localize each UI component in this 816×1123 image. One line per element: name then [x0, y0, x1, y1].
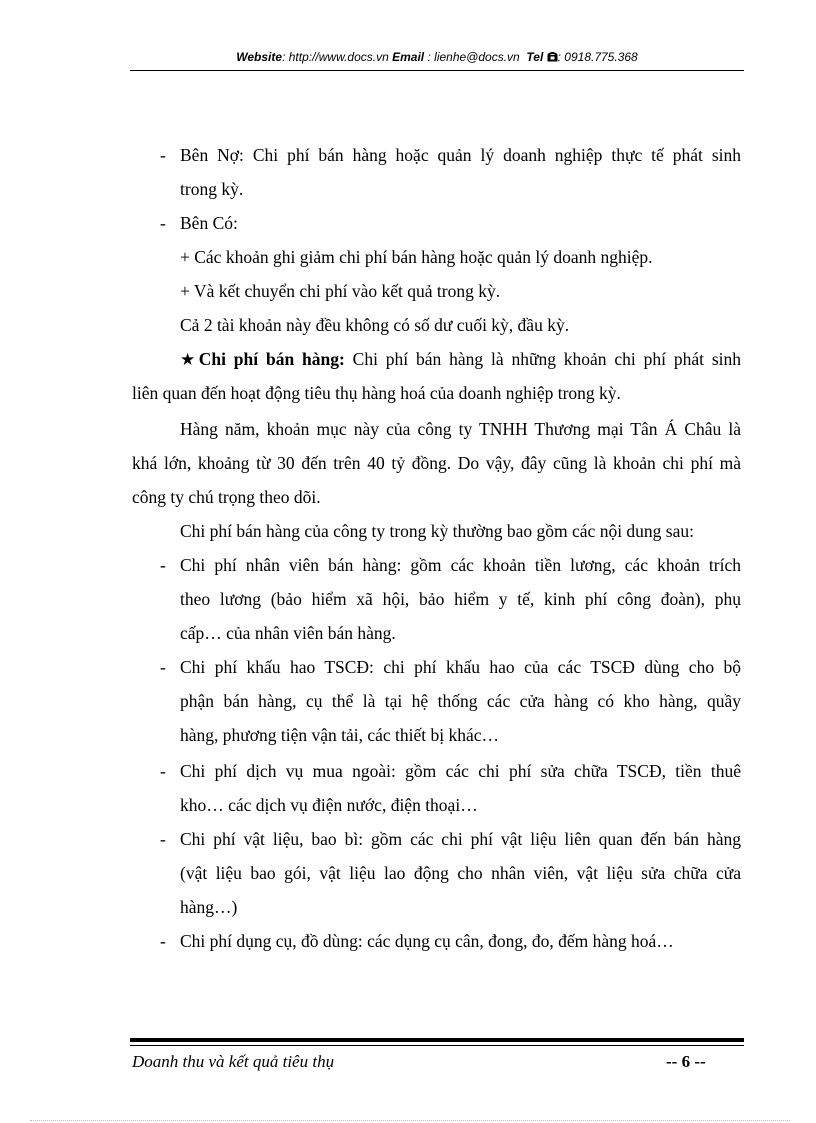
text-line: + Các khoản ghi giảm chi phí bán hàng hoặc quản lý doanh nghiệp. — [180, 247, 653, 267]
text-line: trong kỳ. — [180, 179, 244, 199]
text-line: công ty chú trọng theo dõi. — [132, 487, 321, 507]
tel-label: Tel — [526, 50, 544, 64]
phone-icon — [547, 52, 558, 62]
text-line: theo lương (bảo hiểm xã hội, bảo hiểm y tế, kinh phí công đoàn), phụ — [180, 589, 741, 609]
email-value: : lienhe@docs.vn — [427, 50, 520, 64]
text-line: Chi phí vật liệu, bao bì: gồm các chi phí vật liệu liên quan đến bán hàng — [180, 829, 741, 849]
text-line: Chi phí bán hàng của công ty trong kỳ thường bao gồm các nội dung sau: — [180, 521, 694, 541]
text-line: hàng, phương tiện vận tải, các thiết bị khác… — [180, 725, 500, 745]
section-heading: Chi phí bán hàng: — [198, 349, 345, 369]
text-line: khá lớn, khoảng từ 30 đến trên 40 tỷ đồng. Do vậy, đây cũng là khoản chi phí mà — [132, 453, 741, 473]
page-number: -- 6 -- — [666, 1052, 706, 1071]
text-line: Hàng năm, khoản mục này của công ty TNHH Thương mại Tân Á Châu là — [180, 419, 741, 439]
footer-rule-thin — [130, 1045, 744, 1046]
text-line: Bên Nợ: Chi phí bán hàng hoặc quản lý doanh nghiệp thực tế phát sinh — [180, 145, 741, 165]
text-line: + Và kết chuyển chi phí vào kết quả trong kỳ. — [180, 281, 501, 301]
email-label: Email — [392, 50, 425, 64]
text-line: Cả 2 tài khoản này đều không có số dư cuối kỳ, đầu kỳ. — [180, 315, 570, 335]
bullet-dash: - — [160, 145, 166, 165]
tel-value: : 0918.775.368 — [557, 50, 638, 64]
website-value: : http://www.docs.vn — [282, 50, 389, 64]
footer-rule — [130, 1038, 744, 1042]
text-line: liên quan đến hoạt động tiêu thụ hàng hoá của doanh nghiệp trong kỳ. — [132, 383, 621, 403]
star-icon: ★ — [180, 350, 199, 369]
bullet-dash: - — [160, 657, 166, 677]
text-line: Chi phí nhân viên bán hàng: gồm các khoản tiền lương, các khoản trích — [180, 555, 741, 575]
text-span: Chi phí bán hàng là những khoản chi phí phát sinh — [344, 349, 741, 369]
text-line: kho… các dịch vụ điện nước, điện thoại… — [180, 795, 478, 815]
header-rule — [130, 70, 744, 71]
footer-title: Doanh thu và kết quả tiêu thụ — [132, 1052, 335, 1071]
text-line: hàng…) — [180, 897, 238, 917]
bullet-dash: - — [160, 931, 166, 951]
bullet-dash: - — [160, 213, 166, 233]
text-line: cấp… của nhân viên bán hàng. — [180, 623, 396, 643]
bullet-dash: - — [160, 555, 166, 575]
bullet-dash: - — [160, 761, 166, 781]
selling-cost-heading-line — [180, 349, 741, 370]
website-label: Website — [236, 50, 283, 64]
text-line: Chi phí khấu hao TSCĐ: chi phí khấu hao của các TSCĐ dùng cho bộ — [180, 657, 741, 677]
bullet-dash: - — [160, 829, 166, 849]
page-edge — [30, 1120, 790, 1121]
text-line: Bên Có: — [180, 213, 238, 233]
text-line: (vật liệu bao gói, vật liệu lao động cho nhân viên, vật liệu sửa chữa cửa — [180, 863, 741, 883]
text-line: Chi phí dịch vụ mua ngoài: gồm các chi phí sửa chữa TSCĐ, tiền thuê — [180, 761, 741, 781]
page-header — [130, 50, 744, 64]
text-line: Chi phí dụng cụ, đồ dùng: các dụng cụ cân, đong, đo, đếm hàng hoá… — [180, 931, 674, 951]
text-line: phận bán hàng, cụ thể là tại hệ thống các cửa hàng có kho hàng, quầy — [180, 691, 741, 711]
